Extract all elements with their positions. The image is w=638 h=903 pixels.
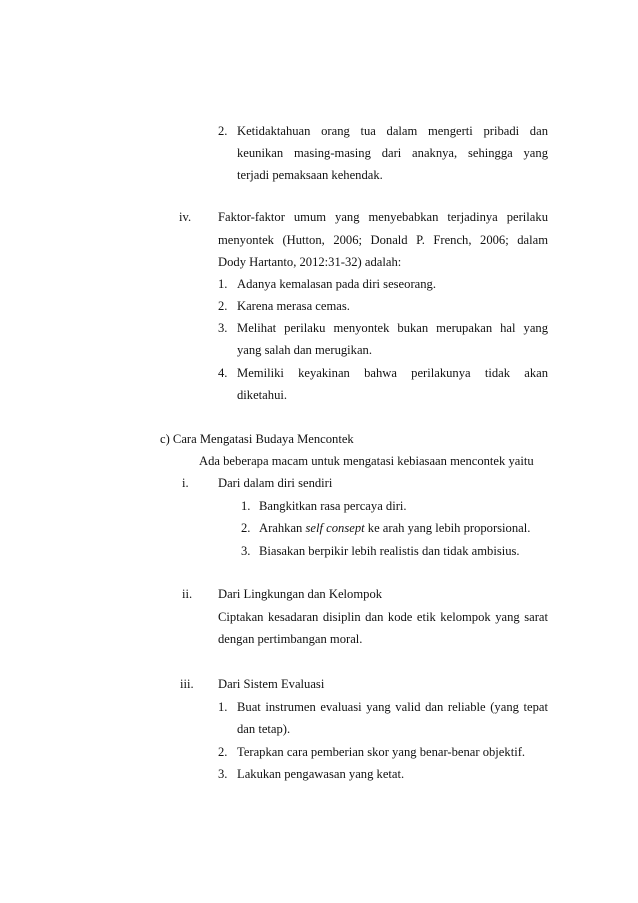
paragraph-line: Ketidaktahuan orang tua dalam mengerti pribadi dan <box>237 124 548 138</box>
list-number: 4. <box>218 366 228 380</box>
subsection-title: Dari Sistem Evaluasi <box>218 677 325 691</box>
list-item: diketahui. <box>237 388 288 402</box>
section-numeral: iv. <box>179 210 192 224</box>
list-item: Arahkan self consept ke arah yang lebih proporsional. <box>259 521 531 535</box>
section-numeral: iii. <box>180 677 194 691</box>
list-number: 2. <box>218 299 228 313</box>
paragraph-line: menyontek (Hutton, 2006; Donald P. French, 2006; dalam <box>218 233 548 247</box>
paragraph-line: Ciptakan kesadaran disiplin dan kode etik kelompok yang sarat <box>218 610 548 624</box>
paragraph-line: Dody Hartanto, 2012:31-32) adalah: <box>218 255 402 269</box>
section-heading: c) Cara Mengatasi Budaya Mencontek <box>160 432 354 446</box>
paragraph-line: dengan pertimbangan moral. <box>218 632 363 646</box>
list-item: Biasakan berpikir lebih realistis dan tidak ambisius. <box>259 544 520 558</box>
list-number: 2. <box>218 124 228 138</box>
list-number: 3. <box>218 321 228 335</box>
subsection-title: Dari dalam diri sendiri <box>218 476 333 490</box>
list-item: Buat instrumen evaluasi yang valid dan reliable (yang tepat <box>237 700 548 714</box>
section-numeral: i. <box>182 476 189 490</box>
list-item: Lakukan pengawasan yang ketat. <box>237 767 405 781</box>
section-numeral: ii. <box>182 587 193 601</box>
list-number: 3. <box>218 767 228 781</box>
list-number: 1. <box>218 700 228 714</box>
list-item: Terapkan cara pemberian skor yang benar-benar objektif. <box>237 745 526 759</box>
list-number: 2. <box>218 745 228 759</box>
paragraph-line: terjadi pemaksaan kehendak. <box>237 168 383 182</box>
list-item: yang salah dan merugikan. <box>237 343 372 357</box>
paragraph-line: keunikan masing-masing dari anaknya, sehingga yang <box>237 146 548 160</box>
list-number: 1. <box>241 499 251 513</box>
list-number: 2. <box>241 521 251 535</box>
list-item: Bangkitkan rasa percaya diri. <box>259 499 407 513</box>
paragraph-line: Faktor-faktor umum yang menyebabkan terjadinya perilaku <box>218 210 548 224</box>
list-item: Memiliki keyakinan bahwa perilakunya tidak akan <box>237 366 548 380</box>
list-item: Adanya kemalasan pada diri seseorang. <box>237 277 436 291</box>
list-item: dan tetap). <box>237 722 291 736</box>
paragraph-line: Ada beberapa macam untuk mengatasi kebiasaan mencontek yaitu <box>199 454 534 468</box>
subsection-title: Dari Lingkungan dan Kelompok <box>218 587 383 601</box>
list-number: 3. <box>241 544 251 558</box>
list-item: Melihat perilaku menyontek bukan merupakan hal yang <box>237 321 548 335</box>
list-number: 1. <box>218 277 228 291</box>
list-item: Karena merasa cemas. <box>237 299 350 313</box>
